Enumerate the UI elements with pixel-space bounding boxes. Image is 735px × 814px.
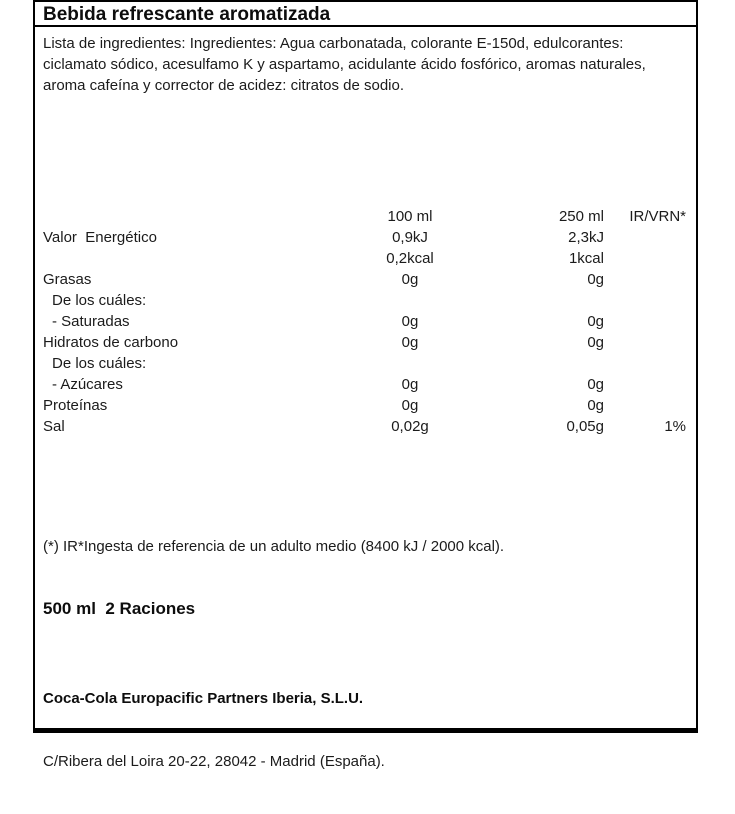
row-label: De los cuáles: — [52, 292, 147, 309]
value-ir-vrn — [606, 353, 686, 374]
value-250ml: 0,05g — [566, 418, 604, 435]
manufacturer-name: Coca-Cola Europacific Partners Iberia, S.L.U. — [43, 690, 364, 707]
value-ir-vrn — [606, 311, 686, 332]
table-row-sugars — [43, 374, 688, 395]
table-row-fat — [43, 269, 688, 290]
table-row-of-which-fat — [43, 290, 688, 311]
table-row-salt — [43, 416, 688, 437]
manufacturer-address: C/Ribera del Loira 20-22, 28042 - Madrid (España). — [43, 753, 385, 770]
value-100ml: 0g — [401, 334, 419, 351]
row-label: Valor Energético — [43, 229, 157, 246]
header-250ml: 250 ml — [558, 208, 604, 225]
header-empty-cell — [43, 206, 335, 227]
row-label — [43, 248, 335, 269]
serving-info: 500 ml 2 Raciones — [43, 599, 196, 618]
value-250ml: 0g — [587, 397, 604, 414]
title-bar — [35, 2, 696, 27]
value-ir-vrn — [606, 332, 686, 353]
table-row-of-which-carbs — [43, 353, 688, 374]
table-row-protein — [43, 395, 688, 416]
nutrition-label — [33, 0, 698, 770]
row-label: - Saturadas — [52, 313, 130, 330]
row-label: Grasas — [43, 271, 92, 288]
table-row-saturates — [43, 311, 688, 332]
value-250ml: 2,3kJ — [568, 229, 604, 246]
table-row-energy-kj — [43, 227, 688, 248]
manufacturer-block — [43, 646, 688, 814]
value-250ml — [485, 353, 606, 374]
value-100ml: 0,9kJ — [392, 229, 428, 246]
table-row-carbohydrate — [43, 332, 688, 353]
value-250ml: 0g — [587, 376, 604, 393]
reference-intake-footnote: (*) IR*Ingesta de referencia de un adulto medio (8400 kJ / 2000 kcal). — [43, 538, 505, 555]
value-ir-vrn: 1% — [664, 418, 686, 435]
value-ir-vrn — [606, 269, 686, 290]
value-100ml: 0g — [401, 376, 419, 393]
ingredients-text: Lista de ingredientes: Ingredientes: Agua carbonatada, colorante E-150d, edulcorantes: ciclamato sódico, acesulfamo K y aspartamo, acidulante ácido fosfórico, aromas naturales, aroma cafeína y corrector de acidez: citratos de sodio. — [43, 35, 650, 94]
value-ir-vrn — [606, 290, 686, 311]
value-100ml: 0g — [401, 271, 419, 288]
value-100ml: 0g — [401, 313, 419, 330]
value-250ml: 1kcal — [568, 250, 604, 267]
header-ir-vrn: IR/VRN* — [629, 208, 686, 225]
value-ir-vrn — [606, 227, 686, 248]
table-row-energy-kcal — [43, 248, 688, 269]
value-100ml: 0,2kcal — [386, 250, 434, 267]
product-title: Bebida refrescante aromatizada — [43, 4, 331, 25]
value-250ml — [485, 290, 606, 311]
header-100ml: 100 ml — [387, 208, 433, 225]
nutrition-table — [35, 206, 696, 437]
row-label: - Azúcares — [52, 376, 123, 393]
value-100ml — [335, 290, 485, 311]
value-100ml: 0,02g — [391, 418, 429, 435]
value-ir-vrn — [606, 374, 686, 395]
value-250ml: 0g — [587, 313, 604, 330]
value-250ml: 0g — [587, 271, 604, 288]
value-ir-vrn — [606, 248, 686, 269]
table-header-row — [43, 206, 688, 227]
row-label: Sal — [43, 418, 65, 435]
row-label: De los cuáles: — [52, 355, 147, 372]
value-100ml — [335, 353, 485, 374]
row-label: Proteínas — [43, 397, 108, 414]
value-ir-vrn — [606, 395, 686, 416]
value-250ml: 0g — [587, 334, 604, 351]
value-100ml: 0g — [401, 397, 419, 414]
row-label: Hidratos de carbono — [43, 334, 179, 351]
